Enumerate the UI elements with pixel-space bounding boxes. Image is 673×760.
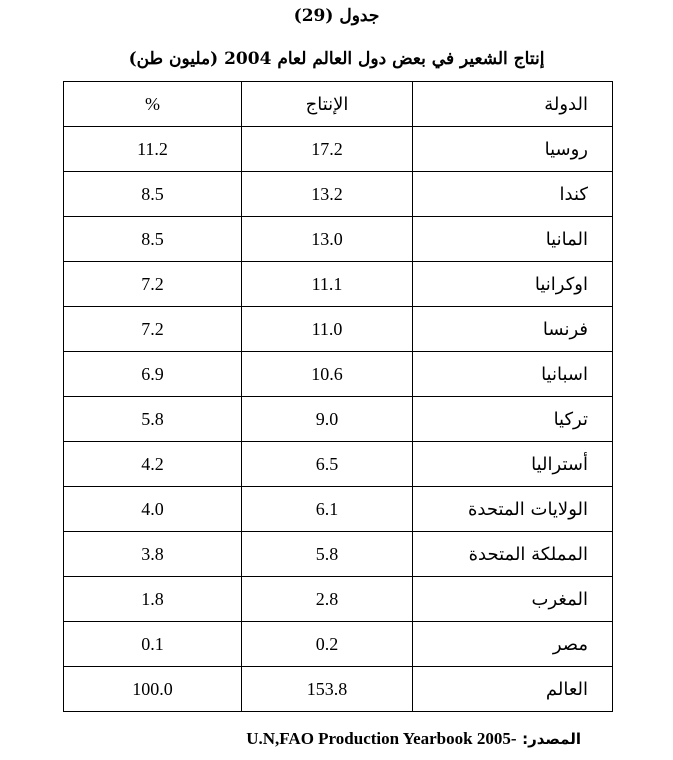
cell-country: اوكرانيا xyxy=(413,262,613,307)
table-row xyxy=(64,127,613,172)
header-country: الدولة xyxy=(413,82,613,127)
cell-country: العالم xyxy=(413,667,613,712)
cell-country: المغرب xyxy=(413,577,613,622)
cell-production: 153.8 xyxy=(242,667,413,712)
table-row xyxy=(64,442,613,487)
table-row xyxy=(64,352,613,397)
source-text: U.N,FAO Production Yearbook 2005- xyxy=(246,729,517,748)
cell-production: 13.2 xyxy=(242,172,413,217)
table-body xyxy=(64,127,613,712)
cell-country: تركيا xyxy=(413,397,613,442)
cell-production: 5.8 xyxy=(242,532,413,577)
table-row-total xyxy=(64,667,613,712)
cell-percent: 3.8 xyxy=(64,532,242,577)
cell-production: 6.1 xyxy=(242,487,413,532)
cell-country: اسبانيا xyxy=(413,352,613,397)
table-row xyxy=(64,622,613,667)
cell-country: أستراليا xyxy=(413,442,613,487)
cell-country: مصر xyxy=(413,622,613,667)
cell-country: المانيا xyxy=(413,217,613,262)
cell-country: روسيا xyxy=(413,127,613,172)
table-row xyxy=(64,532,613,577)
table-caption: جدول (29) xyxy=(293,6,380,26)
table-row xyxy=(64,217,613,262)
table-subtitle: إنتاج الشعير في بعض دول العالم لعام 2004 (مليون طن) xyxy=(128,49,545,69)
cell-percent: 7.2 xyxy=(64,307,242,352)
barley-production-table xyxy=(63,81,613,712)
cell-percent: 100.0 xyxy=(64,667,242,712)
cell-percent: 6.9 xyxy=(64,352,242,397)
cell-percent: 8.5 xyxy=(64,172,242,217)
table-row xyxy=(64,172,613,217)
cell-production: 10.6 xyxy=(242,352,413,397)
table-row xyxy=(64,397,613,442)
cell-percent: 1.8 xyxy=(64,577,242,622)
table-header-row xyxy=(64,82,613,127)
cell-production: 17.2 xyxy=(242,127,413,172)
cell-production: 6.5 xyxy=(242,442,413,487)
header-production: الإنتاج xyxy=(242,82,413,127)
source-note xyxy=(246,728,581,750)
cell-country: كندا xyxy=(413,172,613,217)
table-row xyxy=(64,262,613,307)
cell-production: 2.8 xyxy=(242,577,413,622)
cell-percent: 7.2 xyxy=(64,262,242,307)
cell-percent: 0.1 xyxy=(64,622,242,667)
cell-production: 11.1 xyxy=(242,262,413,307)
cell-percent: 11.2 xyxy=(64,127,242,172)
cell-percent: 4.2 xyxy=(64,442,242,487)
cell-production: 13.0 xyxy=(242,217,413,262)
table-row xyxy=(64,487,613,532)
cell-percent: 8.5 xyxy=(64,217,242,262)
table-row xyxy=(64,577,613,622)
cell-production: 0.2 xyxy=(242,622,413,667)
table-row xyxy=(64,307,613,352)
source-label: المصدر: xyxy=(522,730,581,748)
cell-production: 9.0 xyxy=(242,397,413,442)
cell-percent: 4.0 xyxy=(64,487,242,532)
cell-country: الولايات المتحدة xyxy=(413,487,613,532)
cell-percent: 5.8 xyxy=(64,397,242,442)
cell-production: 11.0 xyxy=(242,307,413,352)
cell-country: فرنسا xyxy=(413,307,613,352)
header-percent: % xyxy=(64,82,242,127)
cell-country: المملكة المتحدة xyxy=(413,532,613,577)
